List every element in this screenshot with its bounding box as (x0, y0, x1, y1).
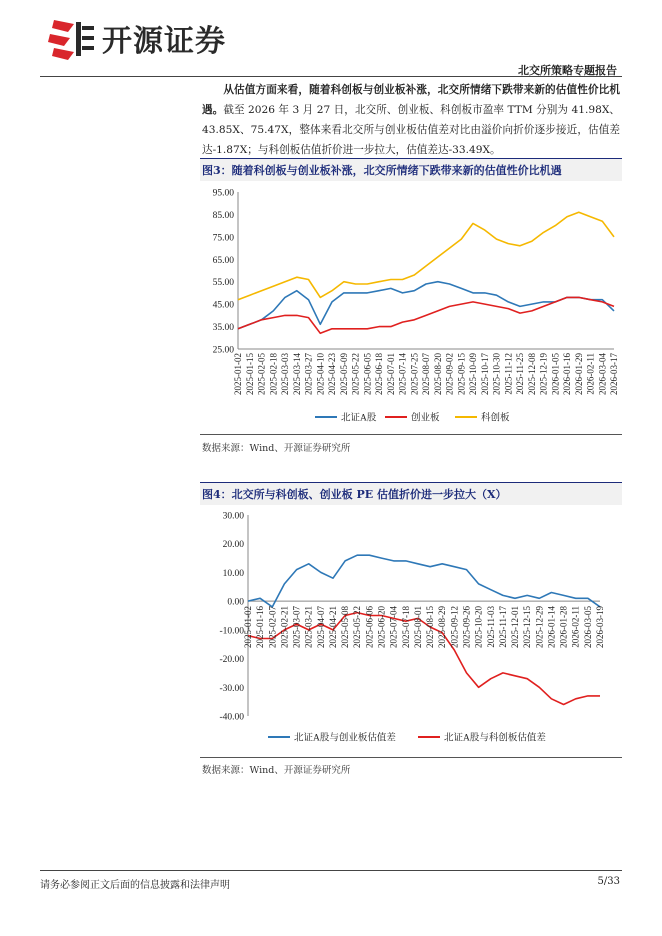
chart1-series-line-3 (238, 212, 614, 300)
chart1-x-tick-label: 2025-11-12 (503, 353, 514, 395)
chart2-y-tick-label: 30.00 (222, 511, 244, 522)
chart2-x-tick-label: 2025-07-18 (400, 606, 411, 648)
figure4-title: 图4：北交所与科创板、创业板 PE 估值折价进一步拉大（X） (202, 488, 507, 501)
chart1-y-tick-label: 25.00 (212, 345, 234, 356)
report-type: 北交所策略专题报告 (518, 64, 617, 77)
chart2-x-tick-label: 2025-01-02 (243, 606, 253, 648)
chart1-x-tick-label: 2025-05-22 (350, 353, 361, 395)
chart1-x-tick-label: 2025-02-05 (256, 353, 267, 395)
chart2-x-tick-label: 2025-01-16 (255, 606, 266, 648)
chart2-x-tick-label: 2025-05-08 (340, 606, 351, 648)
chart1-x-tick-label: 2025-07-25 (409, 353, 420, 395)
chart1-x-tick-label: 2025-08-07 (421, 353, 431, 395)
chart1-y-tick-label: 35.00 (212, 323, 234, 334)
chart2-x-tick-label: 2025-04-21 (327, 606, 338, 648)
chart2-x-tick-label: 2025-02-07 (267, 606, 278, 648)
chart1-x-tick-label: 2026-02-11 (585, 353, 596, 395)
chart1-x-tick-label: 2026-01-05 (550, 353, 561, 395)
paragraph-text: 截至 2026 年 3 月 27 日，北交所、创业板、科创板市盈率 TTM 分别为 41.98X、43.85X、75.47X，整体来看北交所与创业板估值差对比由溢价向折价逐步接近，估值差达-1.87X；与科创板估值折价进一步拉大，估值差达-33.49X。 (202, 104, 621, 156)
chart2-x-tick-label: 2026-01-14 (546, 606, 557, 648)
chart1-y-tick-label: 95.00 (212, 188, 234, 199)
chart1-series-line-1 (238, 282, 614, 329)
chart1-x-tick-label: 2025-07-01 (385, 353, 396, 395)
chart2-x-tick-label: 2025-05-22 (352, 606, 363, 648)
chart1-x-tick-label: 2025-01-02 (233, 353, 243, 395)
chart2-x-tick-label: 2025-06-20 (376, 606, 387, 648)
figure3-source: 数据来源：Wind、开源证券研究所 (202, 443, 351, 454)
chart2-x-tick-label: 2025-12-15 (522, 606, 533, 648)
chart1-x-tick-label: 2026-03-04 (597, 353, 608, 395)
chart2-x-tick-label: 2025-10-20 (473, 606, 484, 648)
chart1-x-tick-label: 2025-09-02 (444, 353, 455, 395)
chart2-x-tick-label: 2025-08-15 (425, 606, 436, 648)
chart2-y-tick-label: -20.00 (219, 655, 244, 666)
chart2-x-tick-label: 2026-03-19 (595, 606, 605, 648)
chart2-legend-label: 北证A股与创业板估值差 (294, 733, 396, 744)
chart1-x-tick-label: 2026-03-17 (609, 353, 619, 395)
chart2-x-tick-label: 2025-09-12 (449, 606, 460, 648)
chart1-x-tick-label: 2025-06-18 (374, 353, 384, 395)
chart2-x-tick-label: 2025-08-01 (412, 606, 423, 648)
chart2-x-tick-label: 2025-09-26 (461, 606, 472, 648)
figure3-chart (200, 182, 622, 432)
chart1-series-line-2 (238, 297, 614, 333)
chart1-x-tick-label: 2025-02-18 (268, 353, 279, 395)
chart1-x-tick-label: 2025-09-15 (456, 353, 467, 395)
page-number: 5/33 (597, 876, 620, 887)
paragraph-lead: 从估值方面来看，随着科创板与创业板补涨，北交所情绪下跌带来新的估值性价比机遇。 (202, 84, 620, 116)
chart1-x-tick-label: 2025-10-09 (468, 353, 478, 395)
company-logo-icon (48, 16, 96, 60)
chart1-x-tick-label: 2025-06-05 (362, 353, 373, 395)
chart2-y-tick-label: -30.00 (219, 683, 244, 694)
chart1-y-tick-label: 65.00 (212, 255, 234, 266)
chart1-x-tick-label: 2025-12-19 (538, 353, 549, 395)
chart2-series-line-1 (248, 555, 600, 607)
chart1-x-tick-label: 2025-08-20 (432, 353, 443, 395)
chart1-x-tick-label: 2025-10-30 (491, 353, 502, 395)
figure4-source: 数据来源：Wind、开源证券研究所 (202, 765, 351, 776)
chart2-x-tick-label: 2025-03-21 (303, 606, 314, 648)
chart2-y-tick-label: 10.00 (222, 568, 244, 579)
figure3-title: 图3：随着科创板与创业板补涨，北交所情绪下跌带来新的估值性价比机遇 (202, 164, 562, 177)
chart1-x-tick-label: 2025-12-08 (526, 353, 537, 395)
chart2-x-tick-label: 2026-03-05 (582, 606, 593, 648)
chart1-x-tick-label: 2025-03-27 (303, 353, 314, 395)
header-divider (40, 76, 622, 77)
chart2-y-tick-label: 0.00 (227, 597, 244, 608)
chart1-legend-label: 科创板 (481, 413, 510, 424)
chart2-x-tick-label: 2025-11-03 (485, 606, 496, 648)
company-logo (48, 12, 226, 64)
body-paragraph (202, 80, 620, 160)
chart1-y-tick-label: 55.00 (212, 278, 234, 289)
chart2-x-tick-label: 2026-01-28 (558, 606, 569, 648)
chart1-y-tick-label: 45.00 (212, 300, 234, 311)
chart1-y-tick-label: 75.00 (212, 233, 234, 244)
chart2-x-tick-label: 2025-12-29 (534, 606, 545, 648)
figure4-title-bar (200, 482, 622, 505)
chart1-x-tick-label: 2026-01-29 (573, 353, 584, 395)
figure4-source-divider (200, 757, 622, 758)
chart1-x-tick-label: 2025-04-10 (315, 353, 326, 395)
chart1-y-tick-label: 85.00 (212, 210, 234, 221)
chart1-x-tick-label: 2025-07-14 (397, 353, 408, 395)
figure4-chart (200, 506, 622, 752)
chart1-legend-label: 创业板 (411, 413, 440, 424)
chart2-x-tick-label: 2025-07-04 (388, 606, 399, 648)
chart1-x-tick-label: 2026-01-16 (562, 353, 572, 395)
chart2-x-tick-label: 2025-12-01 (510, 606, 521, 648)
chart1-legend-label: 北证A股 (341, 413, 377, 424)
figure3-title-bar (200, 158, 622, 181)
footer-divider (40, 870, 622, 871)
chart2-x-tick-label: 2025-08-29 (437, 606, 448, 648)
chart2-x-tick-label: 2026-02-11 (570, 606, 581, 648)
figure3-source-divider (200, 434, 622, 435)
chart1-x-tick-label: 2025-04-23 (327, 353, 337, 395)
chart2-x-tick-label: 2025-11-17 (497, 606, 508, 648)
chart1-x-tick-label: 2025-11-25 (515, 353, 525, 395)
company-name: 开源证券 (102, 24, 226, 59)
chart1-x-tick-label: 2025-10-17 (479, 353, 490, 395)
footer-disclaimer: 请务必参阅正文后面的信息披露和法律声明 (40, 880, 230, 891)
chart2-x-tick-label: 2025-06-06 (364, 606, 375, 648)
chart1-x-tick-label: 2025-03-14 (291, 353, 302, 395)
chart2-legend-label: 北证A股与科创板估值差 (444, 733, 546, 744)
chart2-y-tick-label: -40.00 (219, 712, 244, 723)
chart2-y-tick-label: 20.00 (222, 540, 244, 551)
chart2-x-tick-label: 2025-02-21 (279, 606, 290, 648)
chart2-y-tick-label: -10.00 (219, 626, 244, 637)
chart1-x-tick-label: 2025-05-09 (338, 353, 349, 395)
chart1-x-tick-label: 2025-03-03 (280, 353, 290, 395)
chart2-x-tick-label: 2025-04-07 (315, 606, 326, 648)
chart1-x-tick-label: 2025-01-15 (244, 353, 255, 395)
chart2-x-tick-label: 2025-03-07 (291, 606, 302, 648)
